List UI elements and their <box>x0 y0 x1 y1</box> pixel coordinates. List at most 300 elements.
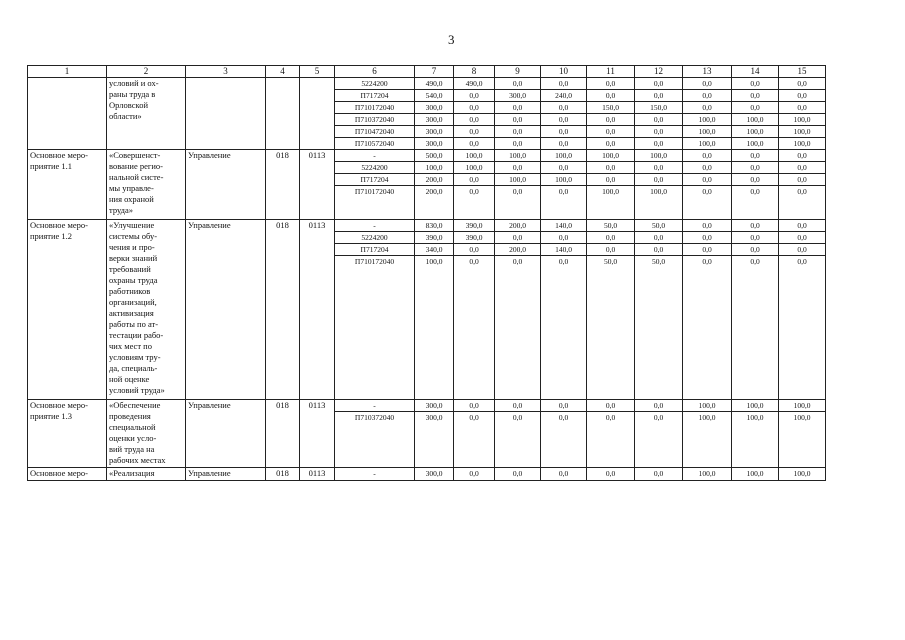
amount-cell <box>415 278 454 289</box>
amount-cell: 300,0 <box>415 102 454 114</box>
amount-cell: 0,0 <box>779 90 826 102</box>
amount-cell: 0,0 <box>587 162 635 174</box>
measure-description-cell-line: системы обу- <box>109 231 158 241</box>
amount-cell <box>635 311 683 322</box>
grbs-code-cell: 018 <box>266 150 300 220</box>
amount-cell <box>415 208 454 220</box>
measure-description-cell-line: нальной систе- <box>109 172 164 182</box>
budget-table <box>27 65 826 481</box>
amount-cell <box>587 278 635 289</box>
target-article-cell <box>335 366 415 377</box>
target-article-cell: П710372040 <box>335 412 415 424</box>
amount-cell <box>732 377 779 388</box>
target-article-cell: П710172040 <box>335 186 415 198</box>
amount-cell: 0,0 <box>635 412 683 424</box>
amount-cell: 0,0 <box>454 174 495 186</box>
amount-cell <box>635 355 683 366</box>
amount-cell: 0,0 <box>683 186 732 198</box>
amount-cell <box>732 355 779 366</box>
measure-description-cell-line: «Реализация <box>109 468 155 478</box>
amount-cell: 490,0 <box>454 78 495 90</box>
amount-cell <box>495 197 541 208</box>
target-article-cell: П717204 <box>335 174 415 186</box>
measure-description-cell-line: труда» <box>109 205 134 215</box>
amount-cell: 0,0 <box>495 78 541 90</box>
amount-cell <box>541 311 587 322</box>
amount-cell <box>495 267 541 278</box>
amount-cell <box>454 322 495 333</box>
amount-cell <box>587 388 635 400</box>
amount-cell: 0,0 <box>587 90 635 102</box>
amount-cell <box>732 344 779 355</box>
target-article-cell <box>335 456 415 468</box>
measure-description-cell-line: работников <box>109 286 151 296</box>
amount-cell <box>683 423 732 434</box>
amount-cell: 100,0 <box>779 138 826 150</box>
executor-cell-line: Управление <box>188 400 231 410</box>
amount-cell: 0,0 <box>454 102 495 114</box>
target-article-cell <box>335 300 415 311</box>
amount-cell <box>635 289 683 300</box>
amount-cell <box>587 208 635 220</box>
amount-cell <box>415 300 454 311</box>
amount-cell <box>635 344 683 355</box>
amount-cell: 0,0 <box>779 220 826 232</box>
amount-cell <box>454 434 495 445</box>
amount-cell: 0,0 <box>683 78 732 90</box>
measure-description-cell-line: работы по ат- <box>109 319 159 329</box>
amount-cell <box>779 355 826 366</box>
amount-cell: 0,0 <box>732 162 779 174</box>
amount-cell <box>635 366 683 377</box>
amount-cell <box>732 278 779 289</box>
amount-cell <box>683 289 732 300</box>
measure-name-cell <box>28 400 107 468</box>
amount-cell <box>454 423 495 434</box>
amount-cell: 100,0 <box>415 162 454 174</box>
amount-cell: 0,0 <box>779 174 826 186</box>
executor-cell <box>186 150 266 220</box>
amount-cell: 140,0 <box>541 244 587 256</box>
measure-name-cell <box>28 468 107 481</box>
amount-cell: 100,0 <box>541 150 587 162</box>
amount-cell: 0,0 <box>495 102 541 114</box>
amount-cell <box>495 434 541 445</box>
amount-cell <box>779 388 826 400</box>
executor-cell-line: Управление <box>188 468 231 478</box>
column-header-11: 11 <box>587 66 635 78</box>
amount-cell: 0,0 <box>635 468 683 481</box>
amount-cell <box>495 208 541 220</box>
amount-cell: 100,0 <box>779 468 826 481</box>
amount-cell: 0,0 <box>454 90 495 102</box>
amount-cell <box>454 355 495 366</box>
column-header-1: 1 <box>28 66 107 78</box>
measure-description-cell <box>107 400 186 468</box>
amount-cell <box>635 267 683 278</box>
amount-cell: 100,0 <box>683 468 732 481</box>
table-row <box>28 468 826 481</box>
amount-cell <box>541 197 587 208</box>
measure-name-cell-line: приятие 1.1 <box>30 161 73 171</box>
measure-description-cell-line: ной оценке <box>109 374 150 384</box>
column-header-4: 4 <box>266 66 300 78</box>
amount-cell: 100,0 <box>732 412 779 424</box>
amount-cell: 100,0 <box>779 400 826 412</box>
amount-cell <box>683 388 732 400</box>
amount-cell <box>779 289 826 300</box>
measure-description-cell-line: активизация <box>109 308 154 318</box>
amount-cell: 100,0 <box>732 126 779 138</box>
column-header-13: 13 <box>683 66 732 78</box>
amount-cell <box>495 377 541 388</box>
amount-cell <box>587 197 635 208</box>
target-article-cell: П717204 <box>335 244 415 256</box>
target-article-cell <box>335 434 415 445</box>
amount-cell <box>587 311 635 322</box>
measure-name-cell-line: приятие 1.3 <box>30 411 73 421</box>
amount-cell <box>779 300 826 311</box>
amount-cell <box>779 322 826 333</box>
target-article-cell: - <box>335 220 415 232</box>
target-article-cell <box>335 278 415 289</box>
amount-cell: 0,0 <box>635 400 683 412</box>
amount-cell: 50,0 <box>635 220 683 232</box>
amount-cell <box>779 197 826 208</box>
amount-cell <box>732 289 779 300</box>
amount-cell: 50,0 <box>635 256 683 268</box>
amount-cell <box>495 344 541 355</box>
amount-cell: 0,0 <box>587 126 635 138</box>
amount-cell <box>541 434 587 445</box>
target-article-cell <box>335 208 415 220</box>
amount-cell <box>683 333 732 344</box>
amount-cell: 0,0 <box>541 102 587 114</box>
amount-cell <box>779 311 826 322</box>
amount-cell: 0,0 <box>454 468 495 481</box>
amount-cell <box>587 456 635 468</box>
amount-cell <box>587 300 635 311</box>
amount-cell: 0,0 <box>779 162 826 174</box>
amount-cell: 490,0 <box>415 78 454 90</box>
amount-cell <box>683 366 732 377</box>
amount-cell <box>635 388 683 400</box>
measure-name-cell-line: Основное меро- <box>30 400 89 410</box>
amount-cell: 300,0 <box>415 400 454 412</box>
target-article-cell: - <box>335 400 415 412</box>
amount-cell <box>415 445 454 456</box>
measure-name-cell-line: Основное меро- <box>30 468 89 478</box>
amount-cell: 0,0 <box>587 412 635 424</box>
amount-cell: 0,0 <box>635 162 683 174</box>
amount-cell <box>454 388 495 400</box>
amount-cell <box>495 300 541 311</box>
amount-cell: 0,0 <box>683 150 732 162</box>
amount-cell <box>635 423 683 434</box>
amount-cell <box>779 208 826 220</box>
amount-cell <box>635 445 683 456</box>
measure-description-cell-line: ния охраной <box>109 194 154 204</box>
section-code-cell: 0113 <box>300 220 335 400</box>
amount-cell <box>779 445 826 456</box>
amount-cell <box>587 344 635 355</box>
page-number: 3 <box>448 32 455 47</box>
executor-cell <box>186 400 266 468</box>
amount-cell <box>495 278 541 289</box>
amount-cell <box>495 333 541 344</box>
amount-cell <box>454 366 495 377</box>
amount-cell <box>415 434 454 445</box>
amount-cell: 0,0 <box>587 468 635 481</box>
amount-cell <box>454 311 495 322</box>
amount-cell: 100,0 <box>732 468 779 481</box>
amount-cell: 0,0 <box>635 138 683 150</box>
target-article-cell <box>335 423 415 434</box>
amount-cell <box>454 377 495 388</box>
column-header-14: 14 <box>732 66 779 78</box>
amount-cell: 0,0 <box>732 102 779 114</box>
amount-cell <box>635 300 683 311</box>
grbs-code-cell: 018 <box>266 220 300 400</box>
target-article-cell: - <box>335 468 415 481</box>
amount-cell: 0,0 <box>635 244 683 256</box>
measure-description-cell-line: раны труда в <box>109 89 156 99</box>
amount-cell: 300,0 <box>415 114 454 126</box>
column-header-8: 8 <box>454 66 495 78</box>
amount-cell <box>454 344 495 355</box>
amount-cell: 240,0 <box>541 90 587 102</box>
target-article-cell <box>335 322 415 333</box>
amount-cell: 0,0 <box>732 244 779 256</box>
executor-cell-line: Управление <box>188 150 231 160</box>
amount-cell <box>635 197 683 208</box>
measure-description-cell-line: верки знаний <box>109 253 158 263</box>
amount-cell: 0,0 <box>495 162 541 174</box>
measure-description-cell-line: рабочих местах <box>109 455 166 465</box>
amount-cell: 0,0 <box>541 162 587 174</box>
amount-cell <box>779 344 826 355</box>
amount-cell: 0,0 <box>454 126 495 138</box>
amount-cell <box>495 366 541 377</box>
amount-cell: 150,0 <box>587 102 635 114</box>
amount-cell: 0,0 <box>587 244 635 256</box>
amount-cell <box>541 423 587 434</box>
target-article-cell <box>335 289 415 300</box>
amount-cell <box>635 322 683 333</box>
measure-description-cell-line: вий труда на <box>109 444 155 454</box>
amount-cell <box>541 377 587 388</box>
amount-cell <box>683 278 732 289</box>
amount-cell: 0,0 <box>732 256 779 268</box>
column-header-7: 7 <box>415 66 454 78</box>
amount-cell: 0,0 <box>683 220 732 232</box>
measure-description-cell-line: организаций, <box>109 297 157 307</box>
amount-cell: 100,0 <box>683 114 732 126</box>
measure-description-cell <box>107 78 186 150</box>
amount-cell: 0,0 <box>732 186 779 198</box>
measure-description-cell-line: оценки усло- <box>109 433 157 443</box>
amount-cell <box>587 434 635 445</box>
amount-cell: 0,0 <box>683 162 732 174</box>
amount-cell: 50,0 <box>587 220 635 232</box>
amount-cell <box>495 355 541 366</box>
column-header-9: 9 <box>495 66 541 78</box>
amount-cell: 0,0 <box>635 78 683 90</box>
amount-cell: 0,0 <box>683 102 732 114</box>
amount-cell <box>683 267 732 278</box>
amount-cell <box>454 333 495 344</box>
amount-cell: 200,0 <box>495 220 541 232</box>
amount-cell <box>732 208 779 220</box>
amount-cell: 0,0 <box>454 400 495 412</box>
amount-cell <box>495 311 541 322</box>
amount-cell: 0,0 <box>587 114 635 126</box>
amount-cell: 300,0 <box>495 90 541 102</box>
amount-cell: 0,0 <box>454 244 495 256</box>
amount-cell <box>732 197 779 208</box>
amount-cell <box>415 355 454 366</box>
amount-cell: 0,0 <box>732 174 779 186</box>
amount-cell: 100,0 <box>495 150 541 162</box>
amount-cell <box>495 423 541 434</box>
column-header-6: 6 <box>335 66 415 78</box>
amount-cell: 0,0 <box>587 400 635 412</box>
executor-cell-line: Управление <box>188 220 231 230</box>
amount-cell <box>587 289 635 300</box>
amount-cell: 0,0 <box>541 186 587 198</box>
amount-cell: 140,0 <box>541 220 587 232</box>
amount-cell <box>541 366 587 377</box>
amount-cell <box>683 322 732 333</box>
amount-cell <box>541 456 587 468</box>
amount-cell: 0,0 <box>779 78 826 90</box>
measure-name-cell <box>28 78 107 150</box>
target-article-cell: П710572040 <box>335 138 415 150</box>
amount-cell <box>779 278 826 289</box>
amount-cell <box>587 355 635 366</box>
amount-cell <box>779 267 826 278</box>
amount-cell: 50,0 <box>587 256 635 268</box>
amount-cell <box>454 300 495 311</box>
amount-cell: 390,0 <box>415 232 454 244</box>
amount-cell <box>683 197 732 208</box>
measure-description-cell-line: мы управле- <box>109 183 154 193</box>
amount-cell <box>683 355 732 366</box>
amount-cell <box>635 434 683 445</box>
amount-cell <box>683 445 732 456</box>
amount-cell: 100,0 <box>732 138 779 150</box>
amount-cell: 0,0 <box>541 78 587 90</box>
amount-cell <box>541 445 587 456</box>
measure-description-cell-line: «Обеспечение <box>109 400 161 410</box>
amount-cell <box>541 267 587 278</box>
amount-cell <box>732 388 779 400</box>
amount-cell: 0,0 <box>779 150 826 162</box>
amount-cell: 300,0 <box>415 126 454 138</box>
amount-cell <box>732 333 779 344</box>
amount-cell <box>683 344 732 355</box>
amount-cell: 0,0 <box>454 138 495 150</box>
table-row <box>28 400 826 412</box>
column-header-10: 10 <box>541 66 587 78</box>
amount-cell: 200,0 <box>415 174 454 186</box>
amount-cell: 500,0 <box>415 150 454 162</box>
amount-cell <box>541 355 587 366</box>
amount-cell: 0,0 <box>495 126 541 138</box>
grbs-code-cell: 018 <box>266 400 300 468</box>
amount-cell: 0,0 <box>541 400 587 412</box>
amount-cell <box>454 278 495 289</box>
amount-cell: 0,0 <box>541 468 587 481</box>
target-article-cell: 5224200 <box>335 78 415 90</box>
amount-cell <box>495 322 541 333</box>
target-article-cell <box>335 344 415 355</box>
amount-cell: 100,0 <box>587 150 635 162</box>
amount-cell: 0,0 <box>683 90 732 102</box>
amount-cell <box>683 377 732 388</box>
amount-cell: 0,0 <box>732 78 779 90</box>
executor-cell <box>186 78 266 150</box>
amount-cell: 0,0 <box>732 232 779 244</box>
section-code-cell: 0113 <box>300 400 335 468</box>
amount-cell <box>415 388 454 400</box>
target-article-cell <box>335 388 415 400</box>
amount-cell <box>587 377 635 388</box>
amount-cell <box>415 289 454 300</box>
section-code-cell: 0113 <box>300 150 335 220</box>
table-row <box>28 220 826 232</box>
amount-cell: 0,0 <box>541 256 587 268</box>
amount-cell: 0,0 <box>683 232 732 244</box>
amount-cell <box>732 434 779 445</box>
amount-cell <box>415 456 454 468</box>
amount-cell <box>415 267 454 278</box>
amount-cell: 100,0 <box>454 150 495 162</box>
measure-description-cell-line: проведения <box>109 411 151 421</box>
amount-cell <box>454 208 495 220</box>
grbs-code-cell <box>266 78 300 150</box>
target-article-cell <box>335 377 415 388</box>
amount-cell: 150,0 <box>635 102 683 114</box>
target-article-cell: П710172040 <box>335 256 415 268</box>
measure-name-cell <box>28 220 107 400</box>
amount-cell: 0,0 <box>587 232 635 244</box>
measure-name-cell-line: Основное меро- <box>30 220 89 230</box>
amount-cell <box>415 197 454 208</box>
amount-cell <box>779 423 826 434</box>
amount-cell <box>415 311 454 322</box>
amount-cell <box>541 278 587 289</box>
measure-description-cell-line: «Совершенст- <box>109 150 161 160</box>
amount-cell <box>541 344 587 355</box>
amount-cell <box>779 434 826 445</box>
table-row <box>28 78 826 90</box>
amount-cell <box>587 267 635 278</box>
amount-cell <box>635 456 683 468</box>
target-article-cell <box>335 267 415 278</box>
amount-cell <box>454 445 495 456</box>
measure-description-cell-line: охраны труда <box>109 275 158 285</box>
amount-cell: 0,0 <box>683 174 732 186</box>
amount-cell <box>732 423 779 434</box>
amount-cell: 300,0 <box>415 468 454 481</box>
amount-cell: 100,0 <box>541 174 587 186</box>
amount-cell: 830,0 <box>415 220 454 232</box>
amount-cell <box>635 377 683 388</box>
measure-description-cell-line: тестации рабо- <box>109 330 164 340</box>
measure-description-cell <box>107 150 186 220</box>
amount-cell: 0,0 <box>495 114 541 126</box>
